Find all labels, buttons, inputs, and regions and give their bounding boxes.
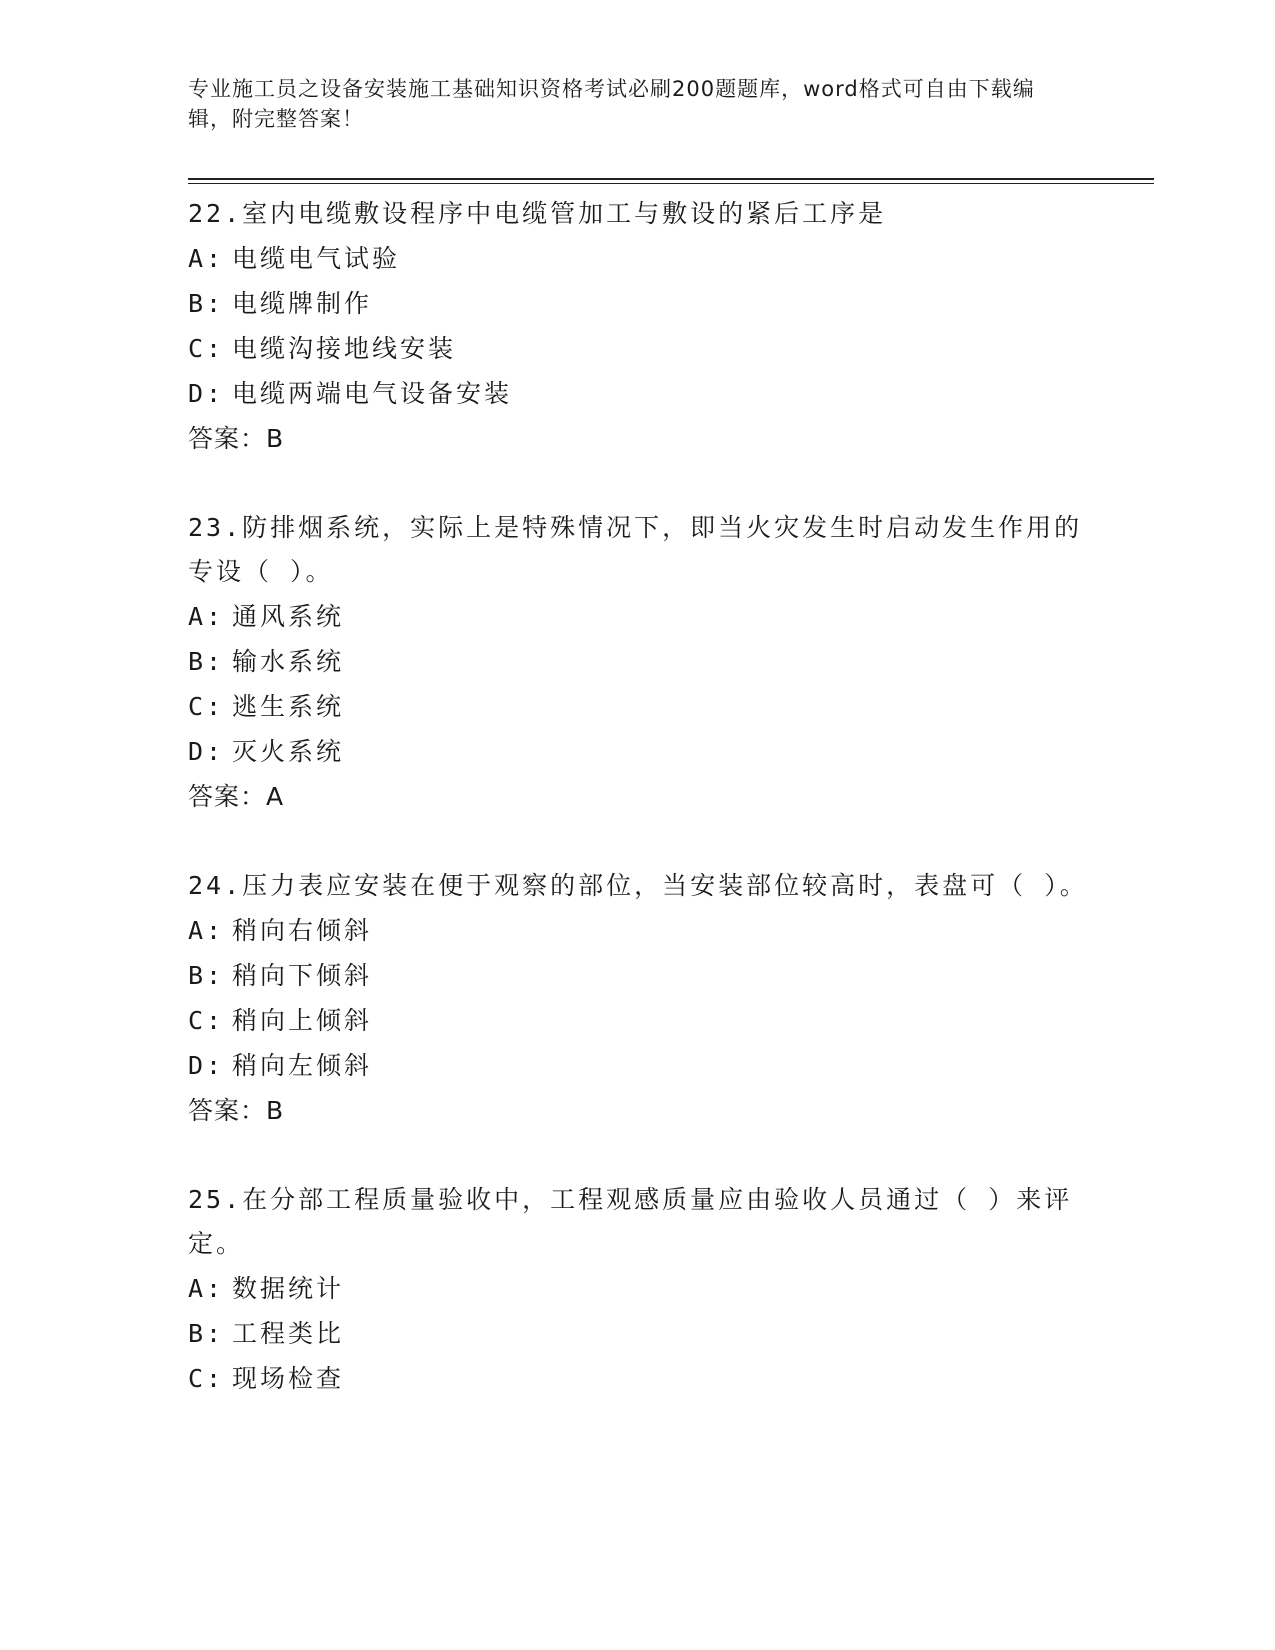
option-text: 工程类比 — [232, 1319, 345, 1348]
option-text: 电缆两端电气设备安装 — [232, 379, 513, 408]
answer-text: 答案：B — [188, 424, 285, 453]
header-divider-thick — [188, 178, 1154, 180]
option-d — [188, 729, 1088, 774]
question-24 — [188, 864, 1088, 1134]
option-text: 电缆电气试验 — [232, 244, 401, 273]
option-d — [188, 371, 1088, 416]
option-b — [188, 281, 1088, 326]
option-letter: C: — [188, 1364, 225, 1393]
option-text: 电缆沟接地线安装 — [232, 334, 457, 363]
option-a — [188, 908, 1088, 953]
option-a — [188, 236, 1088, 281]
option-text: 现场检查 — [232, 1364, 345, 1393]
option-text: 输水系统 — [232, 647, 345, 676]
answer-text: 答案：B — [188, 1096, 285, 1125]
option-b — [188, 953, 1088, 998]
option-c — [188, 1356, 1088, 1401]
question-list — [188, 192, 1088, 1445]
option-text: 稍向下倾斜 — [232, 961, 373, 990]
option-a — [188, 1266, 1088, 1311]
option-letter: A: — [188, 602, 225, 631]
option-letter: B: — [188, 289, 225, 318]
option-text: 数据统计 — [232, 1274, 345, 1303]
question-25 — [188, 1178, 1088, 1401]
option-letter: A: — [188, 244, 225, 273]
option-letter: B: — [188, 647, 225, 676]
option-text: 电缆牌制作 — [232, 289, 373, 318]
option-text: 稍向右倾斜 — [232, 916, 373, 945]
option-c — [188, 326, 1088, 371]
answer-text: 答案：A — [188, 782, 285, 811]
option-c — [188, 998, 1088, 1043]
option-letter: D: — [188, 737, 225, 766]
option-a — [188, 594, 1088, 639]
option-d — [188, 1043, 1088, 1088]
option-text: 通风系统 — [232, 602, 345, 631]
option-letter: B: — [188, 961, 225, 990]
option-b — [188, 1311, 1088, 1356]
option-text: 稍向上倾斜 — [232, 1006, 373, 1035]
option-c — [188, 684, 1088, 729]
option-text: 逃生系统 — [232, 692, 345, 721]
option-letter: D: — [188, 1051, 225, 1080]
option-letter: A: — [188, 1274, 225, 1303]
option-letter: C: — [188, 692, 225, 721]
option-text: 稍向左倾斜 — [232, 1051, 373, 1080]
question-text: 24.压力表应安装在便于观察的部位，当安装部位较高时，表盘可（ ）。 — [188, 871, 1088, 900]
question-23 — [188, 506, 1088, 820]
question-22 — [188, 192, 1088, 462]
document-header: 专业施工员之设备安装施工基础知识资格考试必刷200题题库，word格式可自由下载编辑，附完整答案！ — [188, 77, 1035, 131]
option-letter: D: — [188, 379, 225, 408]
option-letter: B: — [188, 1319, 225, 1348]
question-text: 23.防排烟系统，实际上是特殊情况下，即当火灾发生时启动发生作用的专设（ ）。 — [188, 513, 1083, 586]
option-letter: C: — [188, 334, 225, 363]
option-text: 灭火系统 — [232, 737, 345, 766]
option-letter: A: — [188, 916, 225, 945]
question-text: 25.在分部工程质量验收中，工程观感质量应由验收人员通过（ ）来评定。 — [188, 1185, 1073, 1258]
question-text: 22.室内电缆敷设程序中电缆管加工与敷设的紧后工序是 — [188, 199, 887, 228]
option-letter: C: — [188, 1006, 225, 1035]
option-b — [188, 639, 1088, 684]
header-divider-thin — [188, 183, 1154, 184]
